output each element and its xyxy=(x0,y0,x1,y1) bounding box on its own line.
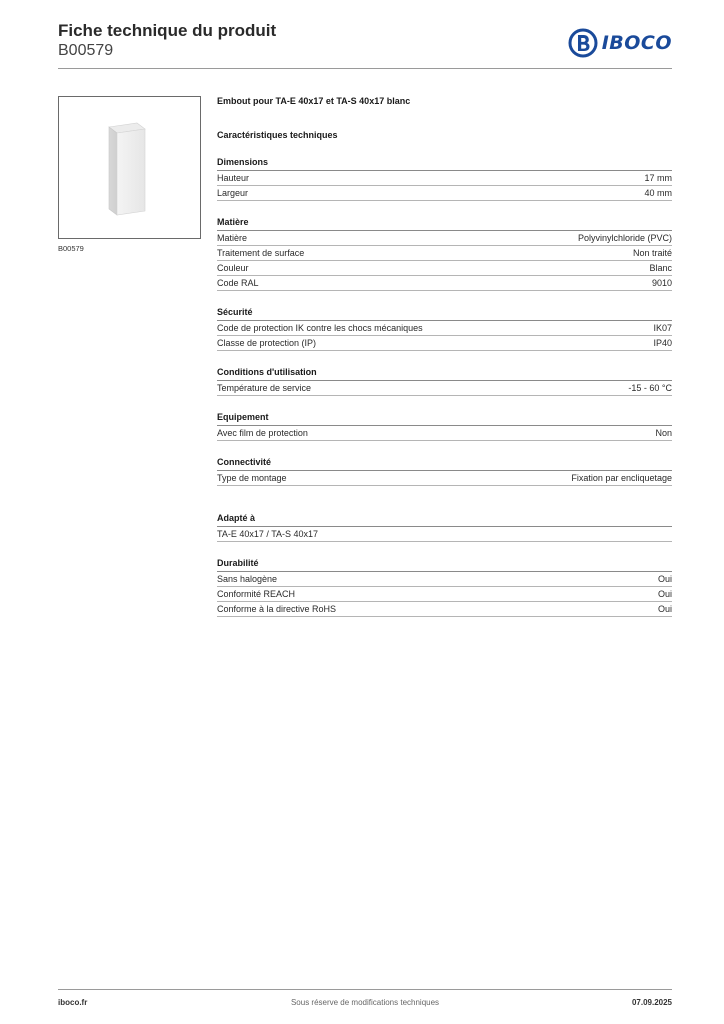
spec-label: Type de montage xyxy=(217,473,287,483)
spec-row xyxy=(217,321,672,336)
section-title: Dimensions xyxy=(217,156,672,171)
end-cap-illustration xyxy=(59,97,200,238)
spec-label: Conforme à la directive RoHS xyxy=(217,604,337,614)
spec-value: 9010 xyxy=(651,278,672,288)
section-title: Matière xyxy=(217,216,672,231)
spec-value: Blanc xyxy=(649,263,672,273)
spec-row xyxy=(217,572,672,587)
section-dimensions xyxy=(217,156,672,201)
section-connectivite xyxy=(217,456,672,486)
section-title: Equipement xyxy=(217,411,672,426)
spec-label: Matière xyxy=(217,233,248,243)
brand-logo xyxy=(568,28,672,58)
section-securite xyxy=(217,306,672,351)
spec-value: Oui xyxy=(657,574,672,584)
spec-value: -15 - 60 °C xyxy=(628,383,672,393)
spec-label: Température de service xyxy=(217,383,312,393)
spec-row xyxy=(217,276,672,291)
document-title: Fiche technique du produit xyxy=(58,21,277,40)
footer-website[interactable]: iboco.fr xyxy=(58,998,88,1007)
spec-label: Largeur xyxy=(217,188,249,198)
spec-value: IK07 xyxy=(653,323,672,333)
spec-row xyxy=(217,261,672,276)
spec-value: Fixation par encliquetage xyxy=(571,473,672,483)
section-title: Conditions d'utilisation xyxy=(217,366,672,381)
spec-value: Polyvinylchloride (PVC) xyxy=(577,233,672,243)
section-title: Sécurité xyxy=(217,306,672,321)
section-equipement xyxy=(217,411,672,441)
product-name: Embout pour TA-E 40x17 et TA-S 40x17 blanc xyxy=(217,96,411,106)
spec-row xyxy=(217,527,672,542)
spec-row xyxy=(217,186,672,201)
spec-label: Code de protection IK contre les chocs mécaniques xyxy=(217,323,423,333)
footer-notice: Sous réserve de modifications techniques xyxy=(290,998,440,1007)
spec-row xyxy=(217,246,672,261)
spec-value: 17 mm xyxy=(644,173,672,183)
spec-label: Conformité REACH xyxy=(217,589,296,599)
product-image xyxy=(58,96,201,239)
spec-value: Oui xyxy=(657,604,672,614)
spec-row xyxy=(217,381,672,396)
section-matiere xyxy=(217,216,672,291)
spec-row xyxy=(217,602,672,617)
section-title: Connectivité xyxy=(217,456,672,471)
spec-row xyxy=(217,471,672,486)
spec-label: Avec film de protection xyxy=(217,428,308,438)
header-divider xyxy=(58,68,672,69)
footer-divider xyxy=(58,989,672,990)
spec-label: Hauteur xyxy=(217,173,250,183)
spec-label: Traitement de surface xyxy=(217,248,305,258)
spec-label: TA-E 40x17 / TA-S 40x17 xyxy=(217,529,319,539)
spec-row xyxy=(217,587,672,602)
page-header xyxy=(58,20,672,70)
section-durabilite xyxy=(217,557,672,617)
iboco-logo-icon xyxy=(568,28,598,58)
spec-row xyxy=(217,231,672,246)
section-conditions xyxy=(217,366,672,396)
footer-date: 07.09.2025 xyxy=(631,998,672,1007)
spec-row xyxy=(217,336,672,351)
spec-label: Classe de protection (IP) xyxy=(217,338,317,348)
spec-label: Sans halogène xyxy=(217,574,278,584)
spec-row xyxy=(217,426,672,441)
spec-value: Non traité xyxy=(632,248,672,258)
section-title: Durabilité xyxy=(217,557,672,572)
spec-value: Non xyxy=(655,428,672,438)
spec-row xyxy=(217,171,672,186)
section-adapte xyxy=(217,512,672,542)
logo-text: IBOCO xyxy=(601,32,672,54)
image-caption: B00579 xyxy=(58,244,84,253)
product-code: B00579 xyxy=(58,42,114,59)
spec-label: Couleur xyxy=(217,263,249,273)
spec-value: 40 mm xyxy=(644,188,672,198)
spec-heading: Caractéristiques techniques xyxy=(217,130,338,140)
spec-value: IP40 xyxy=(653,338,672,348)
spec-content xyxy=(217,95,672,617)
spec-label: Code RAL xyxy=(217,278,259,288)
section-title: Adapté à xyxy=(217,512,672,527)
spec-value: Oui xyxy=(657,589,672,599)
